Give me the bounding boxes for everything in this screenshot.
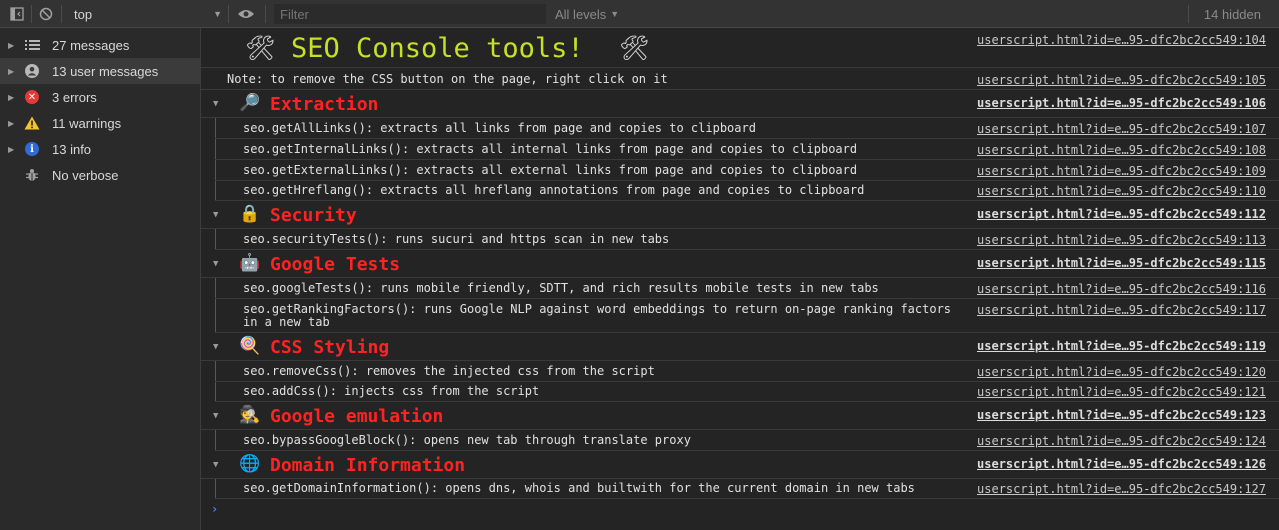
console-message: seo.getAllLinks(): extracts all links from page and copies to clipboard [243,121,756,135]
hammer-wrench-icon: 🛠 [245,34,276,62]
toolbar-divider [1188,5,1189,23]
console-toolbar [0,0,1279,28]
source-link[interactable]: userscript.html?id=e…95-dfc2bc2cc549:110 [977,184,1266,198]
sidebar-item-user-messages[interactable] [0,58,200,84]
group-title: Extraction [270,94,379,115]
group-title: Google Tests [270,254,401,275]
sidebar-item-label: No verbose [52,167,119,183]
console-note: Note: to remove the CSS button on the page, right click on it [227,72,668,86]
prompt-chevron-icon: › [211,502,219,516]
user-icon [24,63,40,79]
source-link[interactable]: userscript.html?id=e…95-dfc2bc2cc549:127 [977,482,1266,496]
console-message: seo.getDomainInformation(): opens dns, whois and builtwith for the current domain in new tabs [243,481,915,495]
group-header-security[interactable] [201,201,1279,229]
expand-arrow-icon[interactable]: ▶ [8,40,15,50]
source-link[interactable]: userscript.html?id=e…95-dfc2bc2cc549:112 [977,207,1266,221]
sidebar-toggle-icon[interactable] [8,5,26,23]
error-icon: ✕ [24,89,40,105]
toolbar-divider [31,5,32,23]
console-message: seo.getRankingFactors(): runs Google NLP against word embeddings to return on-page ranking factors in a new tab [243,302,952,329]
globe-icon: 🌐 [239,454,261,474]
toolbar-divider [228,5,229,23]
lollipop-icon: 🍭 [239,336,261,356]
sidebar-item-info[interactable] [0,136,200,162]
hammer-wrench-icon: 🛠 [619,34,650,62]
bug-icon [24,167,40,183]
sidebar-item-label: 13 user messages [52,63,159,79]
console-message: seo.getExternalLinks(): extracts all external links from page and copies to clipboard [243,163,858,177]
console-title: SEO Console tools! [291,33,584,64]
console-message-row [215,181,1279,201]
source-link[interactable]: userscript.html?id=e…95-dfc2bc2cc549:117 [977,303,1266,317]
expand-arrow-icon[interactable]: ▶ [8,118,15,128]
console-prompt[interactable] [201,499,1279,530]
console-message: seo.bypassGoogleBlock(): opens new tab through translate proxy [243,433,691,447]
collapse-arrow-icon[interactable]: ▼ [213,342,219,352]
source-link[interactable]: userscript.html?id=e…95-dfc2bc2cc549:121 [977,385,1266,399]
list-icon [24,37,40,53]
group-header-domain-information[interactable] [201,451,1279,479]
source-link[interactable]: userscript.html?id=e…95-dfc2bc2cc549:120 [977,365,1266,379]
sidebar-item-messages[interactable] [0,32,200,58]
console-message-row [215,382,1279,402]
detective-icon: 🕵 [239,405,261,425]
group-header-google-emulation[interactable] [201,402,1279,430]
filter-input[interactable] [274,4,546,24]
source-link[interactable]: userscript.html?id=e…95-dfc2bc2cc549:109 [977,164,1266,178]
source-link[interactable]: userscript.html?id=e…95-dfc2bc2cc549:115 [977,256,1266,270]
collapse-arrow-icon[interactable]: ▼ [213,259,219,269]
collapse-arrow-icon[interactable]: ▼ [213,411,219,421]
toolbar-divider [265,5,266,23]
group-title: CSS Styling [270,337,390,358]
robot-icon: 🤖 [239,253,261,273]
toolbar-divider [61,5,62,23]
console-message: seo.removeCss(): removes the injected css from the script [243,364,655,378]
group-title: Google emulation [270,406,444,427]
console-output [201,28,1279,530]
group-header-css-styling[interactable] [201,333,1279,361]
group-title: Domain Information [270,455,466,476]
console-message-row [215,160,1279,181]
console-message: seo.googleTests(): runs mobile friendly, SDTT, and rich results mobile tests in new tabs [243,281,879,295]
eye-icon[interactable] [237,5,255,23]
log-levels-label: All levels [555,6,607,22]
chevron-down-icon: ▼ [213,9,222,19]
clear-console-icon[interactable] [37,5,55,23]
sidebar-item-label: 11 warnings [52,115,122,131]
context-label: top [74,6,93,22]
log-levels-dropdown[interactable] [555,0,619,28]
lock-icon: 🔒 [239,204,261,224]
console-message-row [215,430,1279,451]
sidebar-item-errors[interactable] [0,84,200,110]
group-header-google-tests[interactable] [201,250,1279,278]
expand-arrow-icon[interactable]: ▶ [8,92,15,102]
console-message: seo.getHreflang(): extracts all hreflang annotations from page and copies to clipboard [243,183,865,197]
console-message: seo.getInternalLinks(): extracts all internal links from page and copies to clipboard [243,142,858,156]
console-message-row [215,278,1279,299]
sidebar-item-label: 3 errors [52,89,97,105]
source-link[interactable]: userscript.html?id=e…95-dfc2bc2cc549:119 [977,339,1266,353]
expand-arrow-icon[interactable]: ▶ [8,66,15,76]
sidebar-item-verbose[interactable] [0,162,200,188]
source-link[interactable]: userscript.html?id=e…95-dfc2bc2cc549:108 [977,143,1266,157]
source-link[interactable]: userscript.html?id=e…95-dfc2bc2cc549:104 [977,33,1266,47]
sidebar-item-warnings[interactable] [0,110,200,136]
console-message-row [215,139,1279,160]
collapse-arrow-icon[interactable]: ▼ [213,210,219,220]
source-link[interactable]: userscript.html?id=e…95-dfc2bc2cc549:124 [977,434,1266,448]
magnifier-icon: 🔎 [239,93,261,113]
console-message: seo.addCss(): injects css from the script [243,384,540,398]
chevron-down-icon: ▼ [610,9,620,19]
console-sidebar [0,28,201,530]
sidebar-item-label: 27 messages [52,37,130,53]
group-title: Security [270,205,357,226]
source-link[interactable]: userscript.html?id=e…95-dfc2bc2cc549:107 [977,122,1266,136]
console-title-row [201,28,1279,68]
group-header-extraction[interactable] [201,90,1279,118]
info-icon: i [24,141,40,157]
console-message-row [215,118,1279,139]
console-message-row [201,68,1279,90]
source-link[interactable]: userscript.html?id=e…95-dfc2bc2cc549:106 [977,96,1266,110]
source-link[interactable]: userscript.html?id=e…95-dfc2bc2cc549:116 [977,282,1266,296]
source-link[interactable]: userscript.html?id=e…95-dfc2bc2cc549:126 [977,457,1266,471]
console-message-row [215,229,1279,250]
hidden-count: 14 hidden [1203,6,1261,22]
collapse-arrow-icon[interactable]: ▼ [213,460,219,470]
context-selector[interactable] [68,0,228,28]
warning-icon [24,115,40,131]
sidebar-item-label: 13 info [52,141,92,157]
console-message: seo.securityTests(): runs sucuri and https scan in new tabs [243,232,670,246]
expand-arrow-icon[interactable]: ▶ [8,144,15,154]
console-message-row [215,479,1279,499]
console-message-row [215,361,1279,382]
source-link[interactable]: userscript.html?id=e…95-dfc2bc2cc549:123 [977,408,1266,422]
console-message-row [215,299,1279,333]
source-link[interactable]: userscript.html?id=e…95-dfc2bc2cc549:113 [977,233,1266,247]
source-link[interactable]: userscript.html?id=e…95-dfc2bc2cc549:105 [977,73,1266,87]
collapse-arrow-icon[interactable]: ▼ [213,99,219,109]
